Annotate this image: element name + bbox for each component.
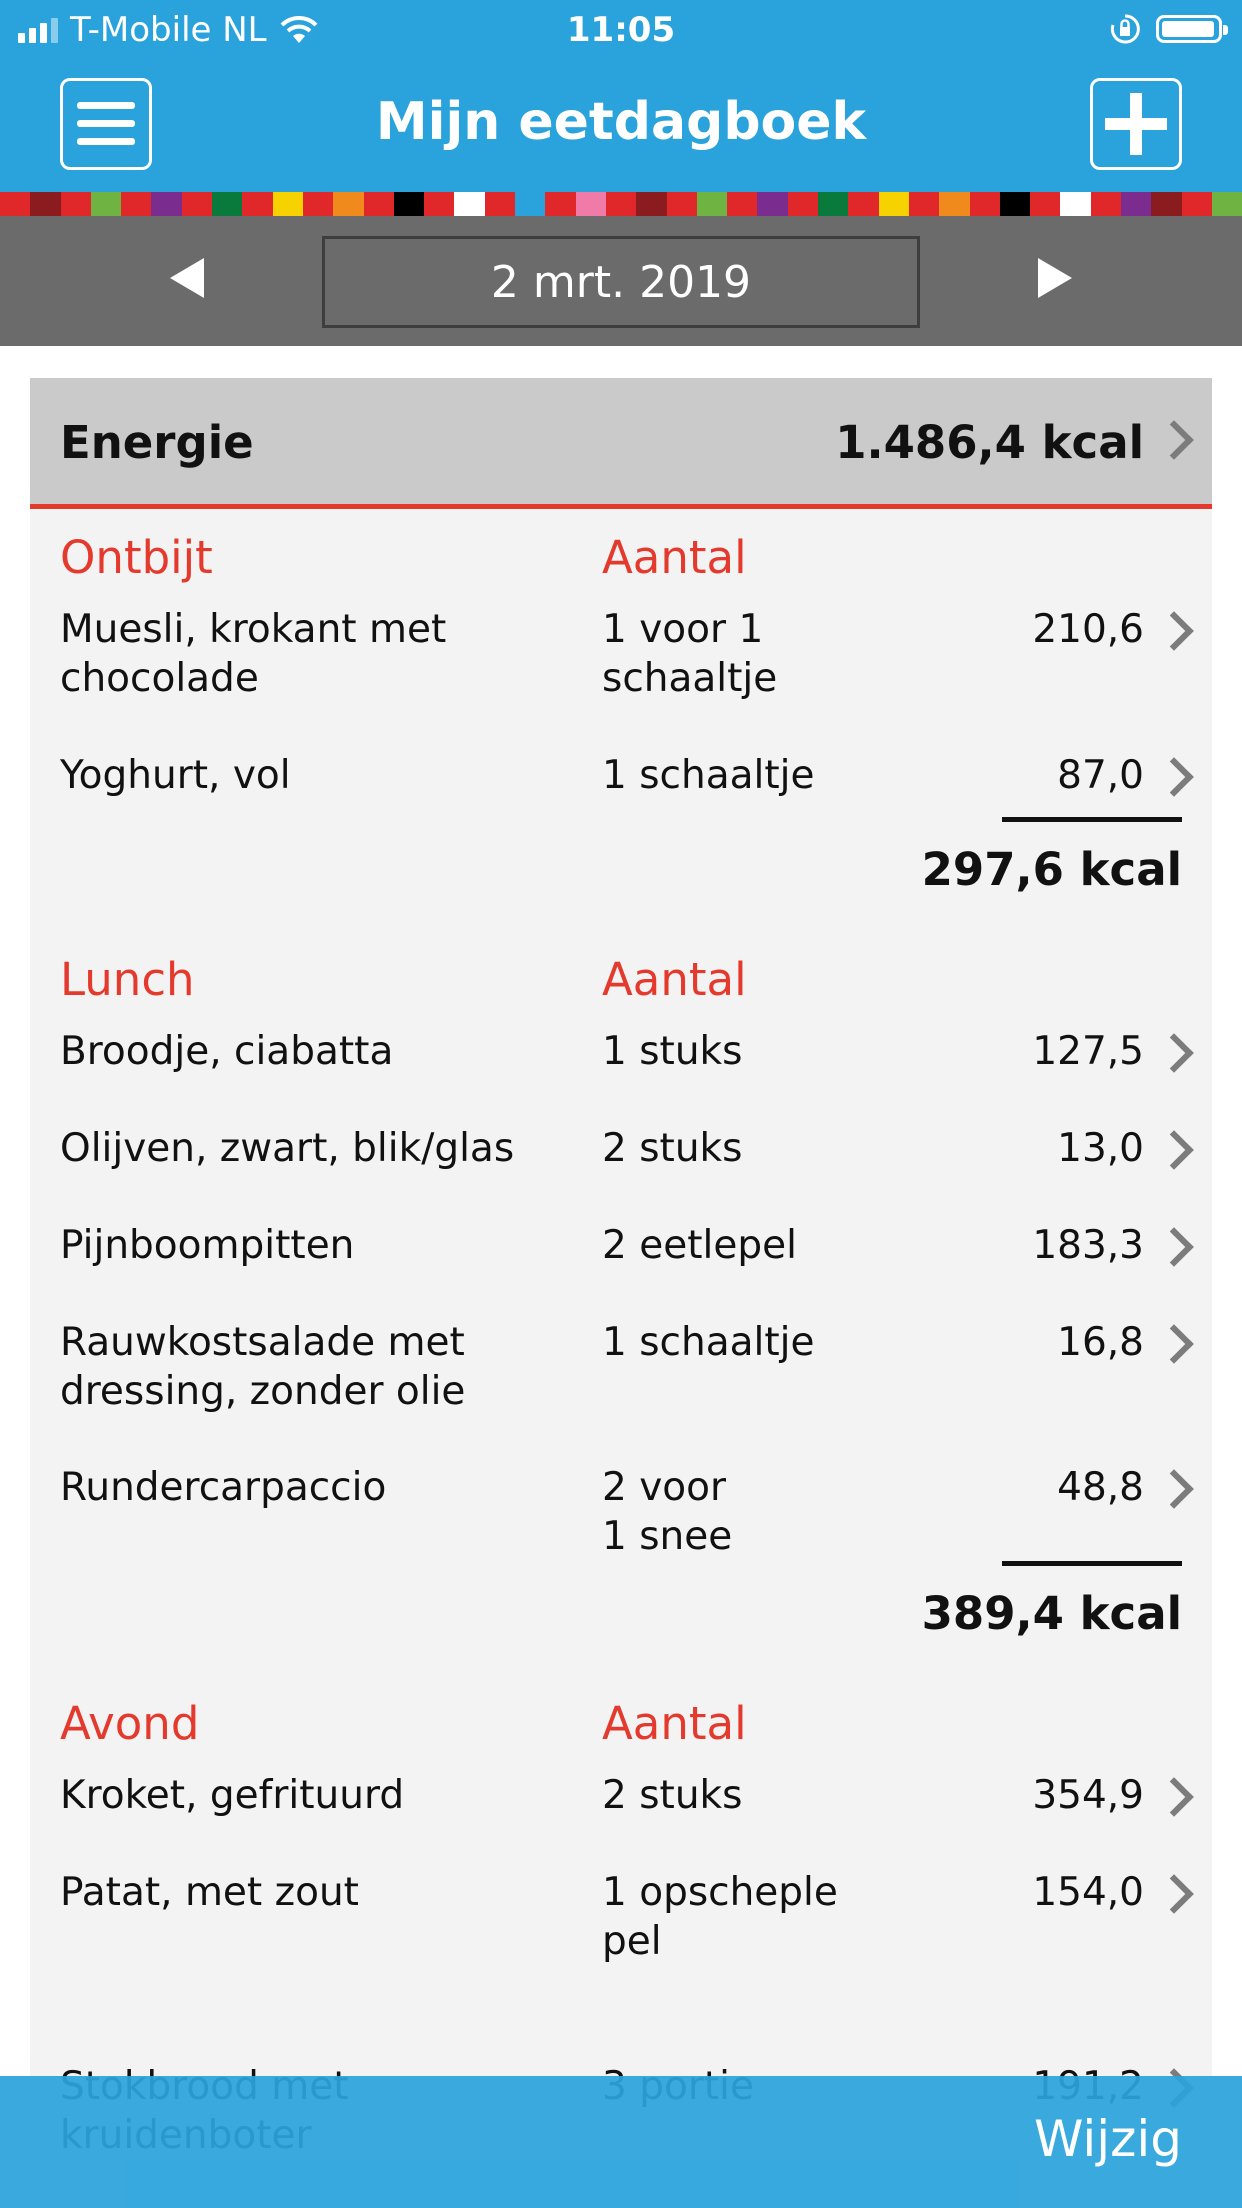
decorative-stripe bbox=[0, 192, 1242, 216]
stripe-segment bbox=[879, 192, 909, 216]
meal-name: Avond bbox=[60, 1697, 200, 1750]
food-quantity: 2 stuks bbox=[602, 1773, 743, 1818]
food-name: Broodje, ciabatta bbox=[60, 1029, 394, 1074]
chevron-right-icon bbox=[1154, 611, 1194, 651]
stripe-segment bbox=[636, 192, 666, 216]
stripe-segment bbox=[818, 192, 848, 216]
stripe-segment bbox=[182, 192, 212, 216]
stripe-segment bbox=[333, 192, 363, 216]
stripe-segment bbox=[697, 192, 727, 216]
stripe-segment bbox=[485, 192, 515, 216]
stripe-segment bbox=[454, 192, 484, 216]
chevron-right-icon bbox=[1154, 1033, 1194, 1073]
stripe-segment bbox=[515, 192, 545, 216]
subtotal-divider bbox=[1002, 1561, 1182, 1566]
stripe-segment bbox=[242, 192, 272, 216]
stripe-segment bbox=[727, 192, 757, 216]
edit-button[interactable]: Wijzig bbox=[1034, 2110, 1182, 2168]
stripe-segment bbox=[1151, 192, 1181, 216]
food-item-row[interactable] bbox=[30, 1318, 1212, 1463]
stripe-segment bbox=[273, 192, 303, 216]
battery-icon bbox=[1156, 15, 1222, 43]
clock: 11:05 bbox=[566, 10, 676, 50]
meal-subtotal bbox=[30, 813, 1212, 931]
food-name: Rauwkostsalade met dressing, zonder olie bbox=[60, 1320, 466, 1414]
food-item-row[interactable] bbox=[30, 1771, 1212, 1868]
food-item-row[interactable] bbox=[30, 1027, 1212, 1124]
energy-label: Energie bbox=[60, 416, 254, 469]
food-kcal: 154,0 bbox=[1032, 1870, 1144, 1915]
chevron-right-icon bbox=[1154, 757, 1194, 797]
stripe-segment bbox=[970, 192, 1000, 216]
stripe-segment bbox=[364, 192, 394, 216]
food-kcal: 48,8 bbox=[1057, 1465, 1144, 1510]
stripe-segment bbox=[788, 192, 818, 216]
food-kcal: 210,6 bbox=[1032, 607, 1144, 652]
food-kcal: 183,3 bbox=[1032, 1223, 1144, 1268]
stripe-segment bbox=[848, 192, 878, 216]
plus-icon bbox=[1105, 93, 1167, 155]
stripe-segment bbox=[91, 192, 121, 216]
quantity-column-label: Aantal bbox=[602, 953, 747, 1006]
meal-name: Lunch bbox=[60, 953, 195, 1006]
food-item-row[interactable] bbox=[30, 1221, 1212, 1318]
stripe-segment bbox=[1000, 192, 1030, 216]
stripe-segment bbox=[394, 192, 424, 216]
stripe-segment bbox=[1091, 192, 1121, 216]
food-item-row[interactable] bbox=[30, 1868, 1212, 2062]
carrier-label: T-Mobile NL bbox=[70, 10, 267, 50]
stripe-segment bbox=[1182, 192, 1212, 216]
food-name: Kroket, gefrituurd bbox=[60, 1773, 405, 1818]
food-quantity: 1 schaaltje bbox=[602, 1320, 815, 1365]
stripe-segment bbox=[151, 192, 181, 216]
meal-header-dinner bbox=[30, 1675, 1212, 1771]
stripe-segment bbox=[1030, 192, 1060, 216]
food-name: Patat, met zout bbox=[60, 1870, 359, 1915]
stripe-segment bbox=[576, 192, 606, 216]
chevron-right-icon bbox=[1154, 420, 1194, 460]
food-name: Muesli, krokant met chocolade bbox=[60, 607, 447, 701]
food-kcal: 13,0 bbox=[1057, 1126, 1144, 1171]
stripe-segment bbox=[424, 192, 454, 216]
stripe-segment bbox=[1060, 192, 1090, 216]
chevron-right-icon bbox=[1154, 1874, 1194, 1914]
food-kcal: 87,0 bbox=[1057, 753, 1144, 798]
food-quantity: 2 voor 1 snee bbox=[602, 1465, 733, 1559]
food-kcal: 16,8 bbox=[1057, 1320, 1144, 1365]
chevron-right-icon bbox=[1154, 1469, 1194, 1509]
food-name: Olijven, zwart, blik/glas bbox=[60, 1126, 515, 1171]
stripe-segment bbox=[61, 192, 91, 216]
food-quantity: 2 stuks bbox=[602, 1126, 743, 1171]
meal-header-lunch bbox=[30, 931, 1212, 1027]
meal-header-breakfast bbox=[30, 509, 1212, 605]
stripe-segment bbox=[30, 192, 60, 216]
food-item-row[interactable] bbox=[30, 1124, 1212, 1221]
food-item-row[interactable] bbox=[30, 605, 1212, 751]
quantity-column-label: Aantal bbox=[602, 1697, 747, 1750]
food-item-row[interactable] bbox=[30, 751, 1212, 813]
stripe-segment bbox=[0, 192, 30, 216]
subtotal-value: 297,6 kcal bbox=[921, 843, 1182, 896]
date-selector bbox=[0, 216, 1242, 346]
food-name: Pijnboompitten bbox=[60, 1223, 355, 1268]
food-name: Rundercarpaccio bbox=[60, 1465, 387, 1510]
energy-total-row[interactable] bbox=[30, 378, 1212, 509]
quantity-column-label: Aantal bbox=[602, 531, 747, 584]
stripe-segment bbox=[545, 192, 575, 216]
food-quantity: 1 schaaltje bbox=[602, 753, 815, 798]
status-bar bbox=[0, 0, 1242, 62]
food-kcal: 127,5 bbox=[1032, 1029, 1144, 1074]
nav-bar bbox=[0, 62, 1242, 192]
orientation-lock-icon bbox=[1108, 12, 1142, 46]
chevron-right-icon bbox=[1154, 1777, 1194, 1817]
food-kcal: 354,9 bbox=[1032, 1773, 1144, 1818]
meal-name: Ontbijt bbox=[60, 531, 213, 584]
add-button[interactable] bbox=[1090, 78, 1182, 170]
subtotal-value: 389,4 kcal bbox=[921, 1587, 1182, 1640]
stripe-segment bbox=[303, 192, 333, 216]
page-title: Mijn eetdagboek bbox=[375, 92, 867, 152]
food-quantity: 1 voor 1 schaaltje bbox=[602, 607, 778, 701]
stripe-segment bbox=[667, 192, 697, 216]
food-name: Yoghurt, vol bbox=[60, 753, 291, 798]
food-quantity: 1 stuks bbox=[602, 1029, 743, 1074]
stripe-segment bbox=[939, 192, 969, 216]
stripe-segment bbox=[909, 192, 939, 216]
food-quantity: 2 eetlepel bbox=[602, 1223, 797, 1268]
chevron-right-icon bbox=[1154, 1324, 1194, 1364]
stripe-segment bbox=[757, 192, 787, 216]
stripe-segment bbox=[1121, 192, 1151, 216]
chevron-right-icon bbox=[1154, 1130, 1194, 1170]
next-day-arrow-icon[interactable] bbox=[1038, 258, 1072, 298]
previous-day-arrow-icon[interactable] bbox=[170, 258, 204, 298]
stripe-segment bbox=[606, 192, 636, 216]
food-item-row[interactable] bbox=[30, 1463, 1212, 1561]
energy-value: 1.486,4 kcal bbox=[835, 416, 1144, 469]
chevron-right-icon bbox=[1154, 1227, 1194, 1267]
stripe-segment bbox=[1212, 192, 1242, 216]
stripe-segment bbox=[212, 192, 242, 216]
subtotal-divider bbox=[1002, 817, 1182, 822]
stripe-segment bbox=[121, 192, 151, 216]
diary-card bbox=[30, 378, 1212, 2208]
food-quantity: 1 opscheplepel bbox=[602, 1870, 838, 1964]
date-display[interactable]: 2 mrt. 2019 bbox=[322, 236, 920, 328]
meal-subtotal bbox=[30, 1557, 1212, 1675]
bottom-toolbar bbox=[0, 2076, 1242, 2208]
